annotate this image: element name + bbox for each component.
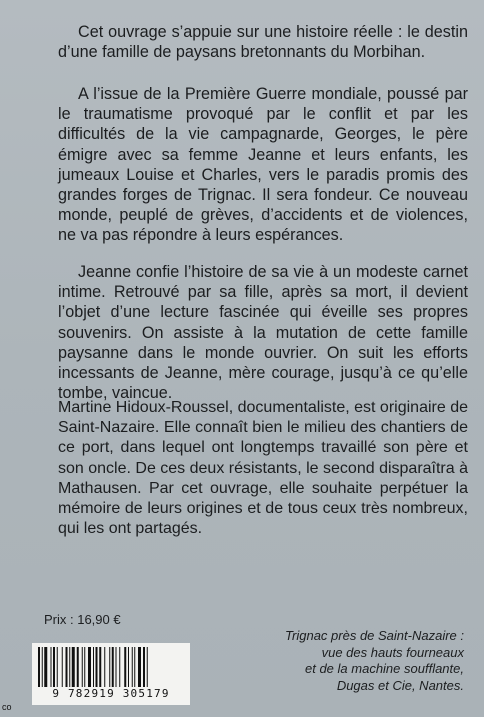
barcode-bar	[38, 647, 40, 687]
barcode-bar	[109, 647, 110, 687]
diary-paragraph	[58, 262, 468, 403]
barcode-bar	[88, 647, 91, 687]
barcode-bar	[51, 647, 52, 687]
barcode-bar	[134, 647, 135, 687]
isbn-number: 9 782919 305179	[52, 687, 170, 700]
barcode-bar	[104, 647, 105, 687]
barcode-bar	[66, 647, 68, 687]
barcode-bar	[69, 647, 70, 687]
corner-mark: co	[2, 702, 12, 712]
barcode-bar	[119, 647, 120, 687]
barcode-bar	[96, 647, 98, 687]
barcode-bar	[57, 647, 58, 687]
barcode-bar	[147, 647, 148, 687]
barcode-bar	[44, 647, 47, 687]
author-bio-text: Martine Hidoux-Roussel, documentaliste, est originaire de Saint-Nazaire. Elle connaît bien le milieu des chantiers de ce port, dans lequel ont longtemps travaillé son père et son oncle. De ces deux résistants, le second disparaîtra à Mathausen. Par cet ouvrage, elle souhaite perpétuer la mémoire de leurs origines et de tous ceux très nombreux, qui les ont partagés.	[58, 399, 468, 538]
author-paragraph	[58, 398, 468, 539]
story-text: A l’issue de la Première Guerre mondiale, poussé par le traumatisme provoqué par le conflit et par les difficultés de la vie campagnarde, Georges, le père émigre avec sa femme Jeanne et leurs enfants, les jumeaux Louise et Charles, vers le paradis promis des grandes forges de Trignac. Il sera fondeur. Ce nouveau monde, peuplé de grèves, d’accidents et de violences, ne va pas répondre à leurs espérances.	[58, 85, 468, 245]
barcode-bar	[53, 647, 55, 687]
barcode-bar	[138, 647, 141, 687]
barcode-bar	[84, 647, 85, 687]
barcode-bar	[128, 647, 129, 687]
intro-paragraph	[58, 22, 468, 62]
barcode-bar	[116, 647, 117, 687]
caption-line: Dugas et Cie, Nantes.	[336, 677, 464, 693]
barcode-bar	[124, 647, 126, 687]
barcode-bar	[93, 647, 94, 687]
barcode-bars	[38, 647, 184, 689]
barcode-bar	[99, 647, 101, 687]
story-paragraph	[58, 84, 468, 246]
caption-line: vue des hauts fourneaux	[321, 644, 464, 660]
barcode-bar	[82, 647, 83, 687]
barcode-bar	[77, 647, 79, 687]
barcode-bar	[42, 647, 43, 687]
intro-text: Cet ouvrage s’appuie sur une histoire réelle : le destin d’une famille de paysans bretonnants du Morbihan.	[58, 23, 468, 62]
caption-line: et de la machine soufflante,	[305, 661, 464, 676]
price-label: Prix : 16,90 €	[44, 612, 121, 627]
barcode-bar	[132, 647, 133, 687]
barcode-bar	[112, 647, 114, 687]
cover-image-caption	[244, 628, 464, 694]
barcode-bar	[72, 647, 75, 687]
diary-text: Jeanne confie l’histoire de sa vie à un modeste carnet intime. Retrouvé par sa fille, après sa mort, il devient l’objet d’une lecture fascinée qui éveille ses propres souvenirs. On assiste à la mutation de cette famille paysanne dans le monde ouvrier. On suit les efforts incessants de Jeanne, mère courage, jusqu’à ce qu’elle tombe, vaincue.	[58, 263, 468, 403]
isbn-barcode	[32, 643, 190, 705]
caption-line: Trignac près de Saint-Nazaire :	[285, 628, 464, 643]
barcode-bar	[62, 647, 63, 687]
barcode-bar	[143, 647, 145, 687]
